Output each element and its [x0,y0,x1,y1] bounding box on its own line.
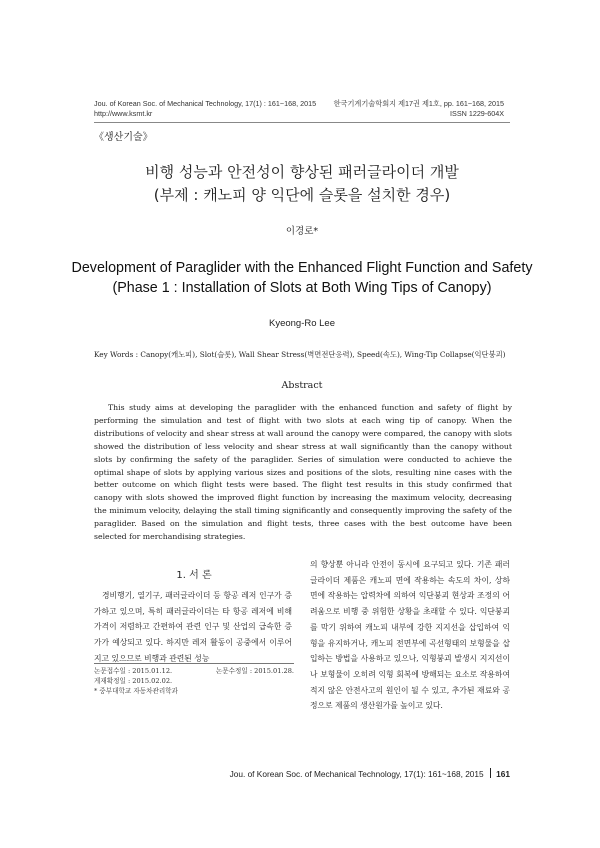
title-korean [94,161,510,207]
issn: ISSN 1229-604X [450,109,504,118]
author-english: Kyeong-Ro Lee [268,318,336,329]
footer-divider [490,768,492,778]
title-english-main: Development of Paraglider with the Enhanced Flight Function and Safety [71,260,533,276]
body-column-right [310,557,510,714]
journal-url[interactable]: http://www.ksmt.kr [94,109,153,118]
section-heading-introduction: 1. 서 론 [176,570,212,581]
title-english-subtitle: (Phase 1 : Installation of Slots at Both Wing Tips of Canopy) [112,280,492,296]
journal-citation-ko: 한국기계기술학회지 제17권 제1호, pp. 161~168, 2015 [333,99,504,108]
footer-citation: Jou. of Korean Soc. of Mechanical Technology, 17(1): 161~168, 2015 [229,769,484,779]
author-korean: 이경로* [285,226,319,237]
abstract-paragraph: This study aims at developing the paraglider with the enhanced function and safety of flight by performing the simulation and test of flight with two slots at each wing tip of canopy. When the distributions of velocity and shear stress at wall around the canopy were compared, the canopy with slots showed the distribution of less velocity and shear stress at wall significantly than the canopy without slots by confirming the safety of the paraglider. Series of simulation were conducted to achieve the optimal shape of slots by applying various sizes and positions of the slots, resulting nine cases with the better outcome on which flight tests were based. The flight test results in this study confirmed that canopy with slots showed the improved flight function by increasing the maximum velocity, decreasing the minimum velocity, delaying the stall timing significantly and consequently improving the safety of the paraglider. Based on the simulation and flight tests, three cases with the best outcome have been selected for merchandising strategies. [94,403,512,542]
header-rule [94,122,510,123]
received-date: 논문접수일 : 2015.01.12. [94,667,173,675]
keywords: Key Words : Canopy(캐노피), Slot(슬롯), Wall Shear Stress(벽면전단응력), Speed(속도), Wing-Tip Collapse(익단붕괴) [94,350,506,359]
footnote [94,666,294,696]
title-korean-subtitle: (부제 : 캐노피 양 익단에 슬롯을 설치한 경우) [153,186,451,204]
abstract-heading: Abstract [281,380,323,391]
page-footer [230,768,510,779]
accepted-date: 게재확정일 : 2015.02.02. [94,677,173,685]
intro-paragraph: 경비행기, 열기구, 패러글라이더 등 항공 레저 인구가 증가하고 있으며, 특히 패러글라이더는 타 항공 레저에 비해 가격이 저렴하고 간편하여 관련 인구 및 산업의 급속한 증가가 예상되고 있다. 하지만 레저 활동이 공중에서 이루어지고 있으므로 비행과 관련된 성능 [94,591,292,663]
journal-header-right [334,99,504,119]
revised-date: 논문수정일 : 2015.01.28. [215,667,294,675]
title-english [60,258,544,298]
page-number: 161 [496,769,510,779]
journal-header-left [94,99,316,119]
author-affiliation: * 중부대학교 자동차관리학과 [94,687,178,695]
intro-paragraph-continued: 의 향상뿐 아니라 안전이 동시에 요구되고 있다. 기존 패러글라이더 제품은 캐노피 면에 작용하는 속도의 차이, 상하면에 작용하는 압력차에 의하여 익단붕괴 현상과 조정의 어려움으로 비행 중 위험한 상황을 초래할 수 있다. 익단붕괴를 막기 위하여 캐노피 내부에 강한 지지선을 삽입하여 익형을 유지하거나, 캐노피 전면부에 곡선형태의 보형물을 삽입하는 방법을 사용하고 있으나, 익형붕괴 발생시 지지선이나 보형물이 오히려 익형 회복에 방해되는 요소로 작용하여 적지 않은 안전사고의 원인이 될 수 있고, 추가된 재료와 공정으로 제품의 생산원가를 높이고 있다. [310,560,510,711]
footnote-rule [94,663,294,664]
abstract-body [94,402,512,544]
journal-citation-en: Jou. of Korean Soc. of Mechanical Technology, 17(1) : 161~168, 2015 [94,99,317,108]
body-column-left [94,588,292,667]
title-korean-main: 비행 성능과 안전성이 향상된 패러글라이더 개발 [145,163,459,181]
article-category: 《생산기술》 [94,132,153,143]
